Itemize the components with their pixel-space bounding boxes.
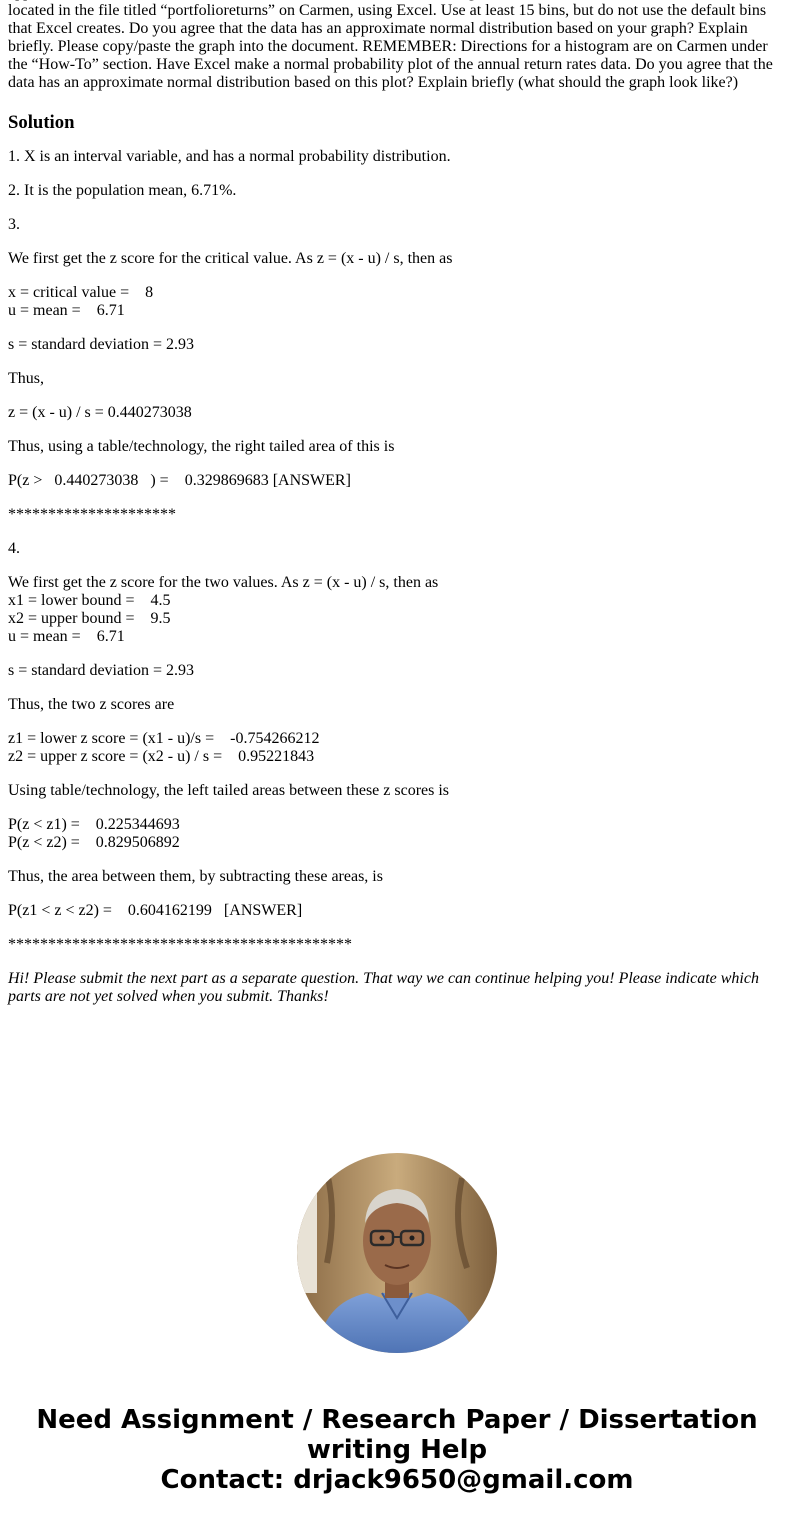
left-tail-line: Using table/technology, the left tailed areas between these z scores is [8,782,450,799]
critical-value-line: x = critical value = 8 [8,284,154,301]
cta-contact-email: Contact: drjack9650@gmail.com [160,1465,634,1495]
z-score-line: z = (x - u) / s = 0.440273038 [8,404,192,421]
mean-line: u = mean = 6.71 [8,628,125,645]
p-z1-line: P(z < z1) = 0.225344693 [8,816,180,833]
answer-3-values [8,284,780,320]
author-photo [297,1153,497,1353]
answer-3-label: 3. [8,216,20,233]
answer-1: 1. X is an interval variable, and has a normal probability distribution. [8,148,451,165]
author-portrait-image [297,1153,497,1353]
p-z2-line: P(z < z2) = 0.829506892 [8,834,180,851]
help-note: Hi! Please submit the next part as a separate question. That way we can continue helping you! Please indicate which parts are not yet solved when you submit. Thanks! [8,970,759,1005]
contact-banner [0,1405,794,1495]
cta-line-2: writing Help [306,1435,488,1465]
separator: ********************* [8,506,176,523]
two-z-scores-line: Thus, the two z scores are [8,696,175,713]
subtract-line: Thus, the area between them, by subtracting these areas, is [8,868,383,885]
thus-line: Thus, [8,370,44,387]
upper-bound-line: x2 = upper bound = 9.5 [8,610,171,627]
answer-4-intro: We first get the z score for the two values. As z = (x - u) / s, then as [8,574,439,591]
answer-4-result: P(z1 < z < z2) = 0.604162199 [ANSWER] [8,902,303,919]
answer-4-values [8,574,780,646]
std-dev-line: s = standard deviation = 2.93 [8,336,195,353]
answer-4-label: 4. [8,540,20,557]
separator: ******************************************* [8,936,352,953]
right-tail-line: Thus, using a table/technology, the right tailed area of this is [8,438,395,455]
z1-line: z1 = lower z score = (x1 - u)/s = -0.754266212 [8,730,320,747]
document [8,0,780,1022]
answer-3-intro: We first get the z score for the critical value. As z = (x - u) / s, then as [8,250,453,267]
cta-line-1: Need Assignment / Research Paper / Dissertation [36,1405,758,1435]
std-dev-line: s = standard deviation = 2.93 [8,662,195,679]
z-scores-block [8,730,780,766]
mean-line: u = mean = 6.71 [8,302,125,319]
probabilities-block [8,816,780,852]
lower-bound-line: x1 = lower bound = 4.5 [8,592,171,609]
answer-2: 2. It is the population mean, 6.71%. [8,182,237,199]
answer-3-result: P(z > 0.440273038 ) = 0.329869683 [ANSWER] [8,472,351,489]
solution-heading: Solution [8,112,75,133]
z2-line: z2 = upper z score = (x2 - u) / s = 0.95221843 [8,748,315,765]
question-text: located in the file titled “portfolioreturns” on Carmen, using Excel. Use at least 15 bins, but do not use the default bins that Excel creates. Do you agree that the data has an approximate normal distribution based on your graph? Explain briefly. Please copy/paste the graph into the document. REMEMBER: Directions for a histogram are on Carmen under the “How-To” section. Have Excel make a normal probability plot of the annual return rates data. Do you agree that the data has an approximate normal distribution based on this plot? Explain briefly (what should the graph look like?) [8,2,773,91]
